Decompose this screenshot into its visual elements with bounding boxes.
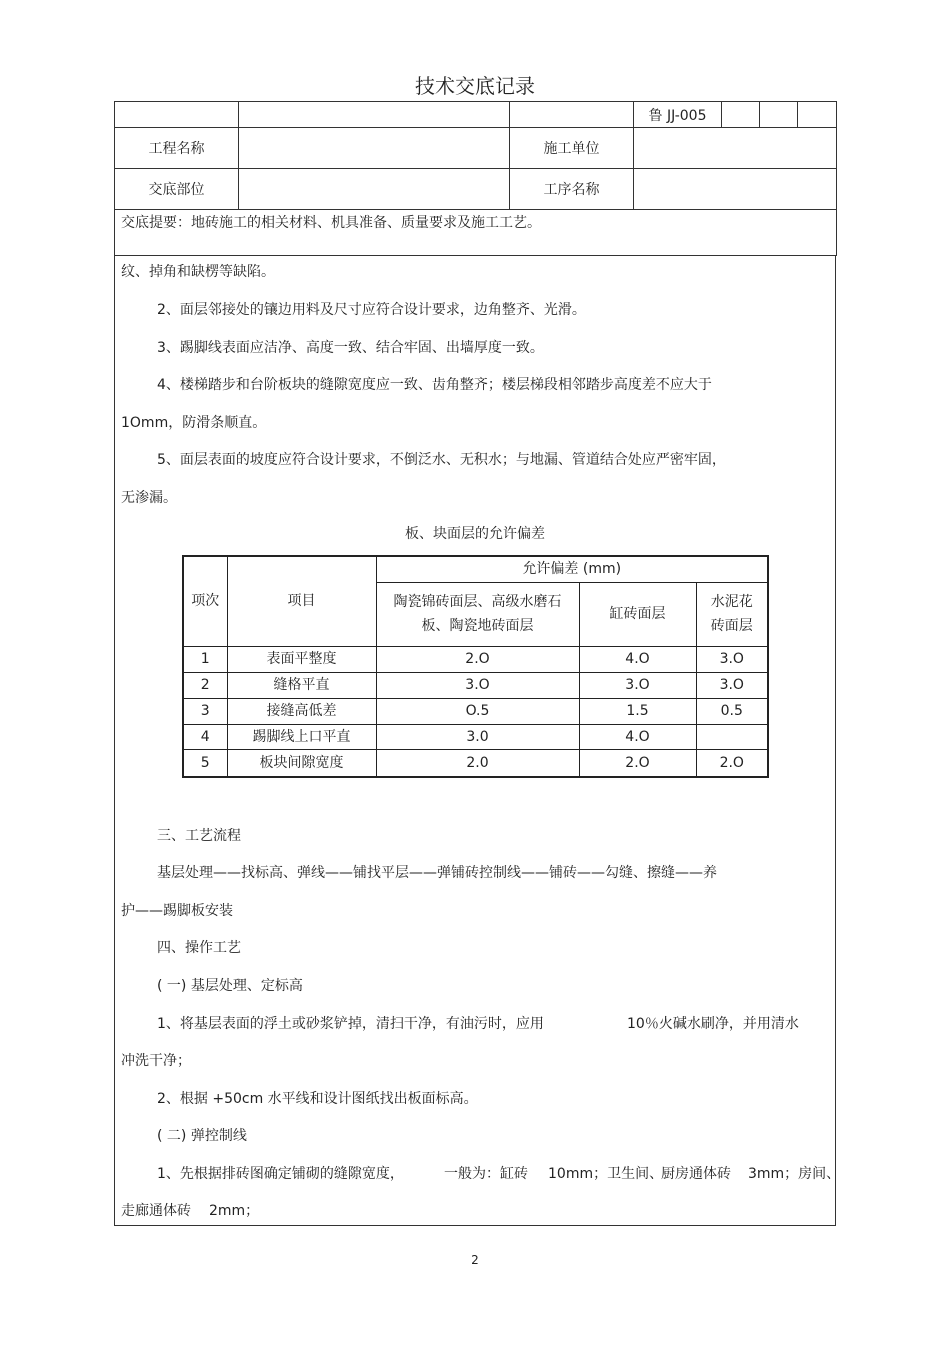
page-number: 2 <box>471 1253 479 1267</box>
process-value <box>634 169 837 210</box>
subsection-2-heading: ( 二) 弹控制线 <box>157 1128 247 1144</box>
row-item: 缝格平直 <box>227 672 376 698</box>
project-name-label: 工程名称 <box>115 128 239 169</box>
section4-heading: 四、操作工艺 <box>157 940 241 956</box>
table-row <box>183 698 768 724</box>
summary-cell <box>115 210 837 256</box>
header-col1-line2: 板、陶瓷地砖面层 <box>421 618 534 634</box>
code-box-2 <box>760 102 798 128</box>
part-value <box>239 169 510 210</box>
control-line-part-d: 厨房通体砖 <box>661 1166 731 1182</box>
project-name-value <box>239 128 510 169</box>
control-line-part-a: 1、先根据排砖图确定铺砌的缝隙宽度， <box>157 1166 404 1182</box>
row-item: 接缝高低差 <box>227 698 376 724</box>
code-blank-3 <box>510 102 634 128</box>
paragraph: 2、面层邻接处的镶边用料及尺寸应符合设计要求，边角整齐、光滑。 <box>157 302 586 318</box>
header-table <box>114 101 837 256</box>
header-col1-line1: 陶瓷锦砖面层、高级水磨石 <box>393 594 562 610</box>
header-group: 允许偏差 (mm) <box>376 556 768 582</box>
subsection-1-heading: ( 一) 基层处理、定标高 <box>157 978 303 994</box>
paragraph: 5、面层表面的坡度应符合设计要求，不倒泛水、无积水；与地漏、管道结合处应严密牢固， <box>157 452 726 468</box>
row-v1: 3.0 <box>376 724 579 749</box>
code-box-3 <box>798 102 837 128</box>
construction-unit-value <box>634 128 837 169</box>
flow-line-2: 护——踢脚板安装 <box>121 903 233 919</box>
construction-unit-label: 施工单位 <box>510 128 634 169</box>
item1-part-c: 冲洗干净； <box>121 1053 191 1069</box>
row-no: 5 <box>183 749 227 777</box>
row-v2: 1.5 <box>579 698 696 724</box>
document-code: 鲁 JJ-005 <box>634 102 722 128</box>
row-v2: 2.O <box>579 749 696 777</box>
row-no: 4 <box>183 724 227 749</box>
header-col1 <box>376 582 579 646</box>
item1-part-a: 1、将基层表面的浮土或砂浆铲掉，清扫干净，有油污时，应用 <box>157 1016 544 1032</box>
header-col3-line2: 砖面层 <box>710 618 753 634</box>
summary-text: 交底提要：地砖施工的相关材料、机具准备、质量要求及施工工艺。 <box>121 215 541 231</box>
row-v1: 2.0 <box>376 749 579 777</box>
header-col3 <box>696 582 768 646</box>
row-v3 <box>696 724 768 749</box>
part-label: 交底部位 <box>115 169 239 210</box>
header-col2: 缸砖面层 <box>579 582 696 646</box>
item2: 2、根据 +50cm 水平线和设计图纸找出板面标高。 <box>157 1091 478 1107</box>
section3-heading: 三、工艺流程 <box>157 828 241 844</box>
row-no: 3 <box>183 698 227 724</box>
control-line-part-c: 10mm；卫生间、 <box>548 1166 664 1182</box>
row-v3: 3.O <box>696 646 768 672</box>
row-v2: 4.O <box>579 724 696 749</box>
row-item: 表面平整度 <box>227 646 376 672</box>
table-row <box>183 749 768 777</box>
document-title: 技术交底记录 <box>415 74 535 98</box>
flow-line-1: 基层处理——找标高、弹线——铺找平层——弹铺砖控制线——铺砖——勾缝、擦缝——养 <box>157 865 717 881</box>
header-no: 项次 <box>183 556 227 646</box>
row-v1: 2.O <box>376 646 579 672</box>
code-box-1 <box>722 102 760 128</box>
paragraph: 3、踢脚线表面应洁净、高度一致、结合牢固、出墙厚度一致。 <box>157 340 544 356</box>
paragraph: 4、楼梯踏步和台阶板块的缝隙宽度应一致、齿角整齐；楼层梯段相邻踏步高度差不应大于 <box>157 377 712 393</box>
table-caption: 板、块面层的允许偏差 <box>405 526 545 542</box>
row-item: 板块间隙宽度 <box>227 749 376 777</box>
row-no: 1 <box>183 646 227 672</box>
tolerance-table <box>182 555 769 778</box>
table-row <box>183 646 768 672</box>
row-v2: 4.O <box>579 646 696 672</box>
row-item: 踢脚线上口平直 <box>227 724 376 749</box>
row-v1: 3.O <box>376 672 579 698</box>
paragraph: 纹、掉角和缺楞等缺陷。 <box>121 264 275 280</box>
row-v3: 0.5 <box>696 698 768 724</box>
paragraph: 无渗漏。 <box>121 490 177 506</box>
row-v3: 3.O <box>696 672 768 698</box>
table-row <box>183 672 768 698</box>
control-line-part-f: 走廊通体砖 <box>121 1203 191 1219</box>
control-line-part-e: 3mm；房间、 <box>748 1166 841 1182</box>
control-line-part-g: 2mm； <box>209 1203 260 1219</box>
code-blank-1 <box>115 102 239 128</box>
process-label: 工序名称 <box>510 169 634 210</box>
row-v1: O.5 <box>376 698 579 724</box>
row-v2: 3.O <box>579 672 696 698</box>
code-blank-2 <box>239 102 510 128</box>
item1-part-b: 10％火碱水刷净，并用清水 <box>627 1016 799 1032</box>
paragraph: 1Omm，防滑条顺直。 <box>121 415 267 431</box>
row-no: 2 <box>183 672 227 698</box>
table-row <box>183 724 768 749</box>
header-col3-line1: 水泥花 <box>710 594 753 610</box>
row-v3: 2.O <box>696 749 768 777</box>
header-item: 项目 <box>227 556 376 646</box>
control-line-part-b: 一般为：缸砖 <box>444 1166 528 1182</box>
